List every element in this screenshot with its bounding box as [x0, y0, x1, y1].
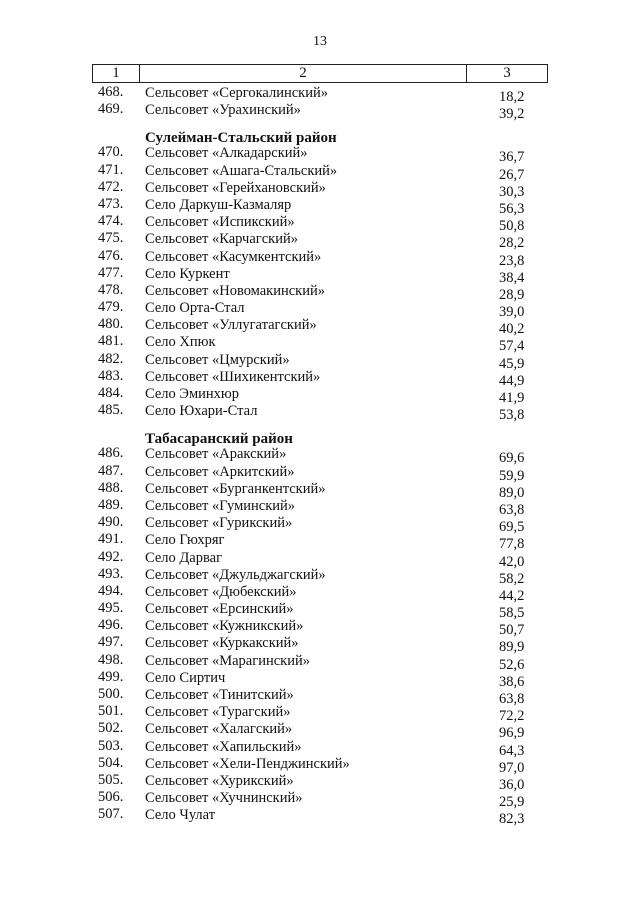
table-row — [0, 548, 640, 570]
table-row — [0, 514, 640, 536]
area-value: 63,8 — [499, 691, 525, 707]
settlement-name: Село Даркуш-Казмаляр — [145, 196, 292, 213]
row-number: 484. — [98, 385, 124, 401]
settlement-name: Сельсовет «Кужникский» — [145, 618, 304, 635]
area-value: 38,4 — [499, 269, 525, 286]
area-value: 23,8 — [499, 252, 525, 269]
row-number: 500. — [98, 686, 124, 702]
table-row — [0, 479, 640, 501]
settlement-name: Сельсовет «Хурикский» — [145, 772, 294, 789]
table-row — [0, 230, 640, 252]
area-value: 53,8 — [499, 407, 525, 424]
settlement-name: Сельсовет «Халагский» — [145, 721, 293, 738]
settlement-name: Сельсовет «Аркитский» — [145, 463, 295, 480]
settlement-name: Сельсовет «Турагский» — [145, 704, 291, 721]
settlement-name: Сельсовет «Сергокалинский» — [145, 85, 328, 101]
area-value: 89,0 — [499, 484, 525, 501]
area-value: 82,3 — [499, 811, 525, 828]
area-value: 96,9 — [499, 725, 525, 742]
table-row — [0, 531, 640, 553]
settlement-name: Сельсовет «Урахинский» — [145, 102, 301, 119]
settlement-name: Сельсовет «Ерсинский» — [145, 601, 294, 618]
row-number: 502. — [98, 720, 124, 737]
settlement-name: Село Хпюк — [145, 334, 216, 351]
district-heading: Табасаранский район — [145, 431, 293, 448]
table-row — [0, 316, 640, 338]
row-number: 496. — [98, 617, 124, 634]
settlement-name: Село Юхари-Стал — [145, 403, 258, 420]
row-number: 503. — [98, 737, 124, 754]
table-row — [0, 195, 640, 217]
table-row — [0, 385, 640, 406]
table-row — [0, 213, 640, 235]
area-value: 50,7 — [499, 622, 525, 639]
settlement-name: Сельсовет «Джульджагский» — [145, 566, 326, 583]
settlement-name: Сельсовет «Касумкентский» — [145, 248, 322, 265]
row-number: 469. — [98, 101, 124, 118]
area-value: 52,6 — [499, 656, 525, 673]
settlement-name: Сельсовет «Ашага-Стальский» — [145, 162, 338, 179]
table-row — [0, 703, 640, 725]
settlement-name: Сельсовет «Гуминский» — [145, 497, 296, 514]
settlement-name: Село Дарваг — [145, 549, 223, 566]
row-number: 482. — [98, 350, 124, 367]
area-value: 25,9 — [499, 794, 525, 811]
table-row — [0, 771, 640, 793]
area-value: 58,5 — [499, 605, 525, 622]
row-number: 497. — [98, 634, 124, 651]
area-value: 36,0 — [499, 776, 525, 793]
settlement-name: Сельсовет «Гурикский» — [145, 515, 293, 532]
area-value: 69,6 — [499, 450, 525, 467]
row-number: 486. — [98, 445, 124, 462]
area-value: 72,2 — [499, 708, 525, 725]
table-body — [0, 84, 640, 828]
table-row — [0, 84, 640, 105]
area-value: 28,2 — [499, 235, 525, 252]
settlement-name: Сельсовет «Хели-Пенджинский» — [145, 755, 350, 772]
district-heading-row — [0, 125, 640, 145]
header-col-3: 3 — [503, 65, 511, 81]
settlement-name: Сельсовет «Уллугатагский» — [145, 317, 317, 334]
row-number: 475. — [98, 230, 124, 247]
area-value: 59,9 — [499, 467, 525, 484]
table-row — [0, 600, 640, 622]
table-row — [0, 737, 640, 759]
settlement-name: Сельсовет «Испикский» — [145, 214, 295, 231]
row-number: 498. — [98, 651, 124, 668]
row-number: 473. — [98, 195, 124, 212]
area-value: 45,9 — [499, 355, 525, 372]
table-row — [0, 264, 640, 286]
row-number: 479. — [98, 299, 124, 316]
table-row — [0, 634, 640, 656]
table-row — [0, 754, 640, 776]
row-number: 499. — [98, 668, 124, 685]
table-header — [92, 64, 548, 83]
settlement-name: Сельсовет «Бурганкентский» — [145, 480, 326, 497]
row-number: 490. — [98, 514, 124, 531]
row-number: 487. — [98, 462, 124, 479]
table-row — [0, 402, 640, 424]
settlement-name: Сельсовет «Аракский» — [145, 446, 287, 463]
row-number: 491. — [98, 531, 124, 548]
table-row — [0, 101, 640, 123]
table-row — [0, 617, 640, 639]
settlement-name: Сельсовет «Хучнинский» — [145, 790, 303, 807]
row-number: 483. — [98, 367, 124, 384]
table-row — [0, 178, 640, 200]
area-value: 44,9 — [499, 372, 525, 389]
area-value: 69,5 — [499, 519, 525, 536]
row-number: 480. — [98, 316, 124, 333]
table-row — [0, 367, 640, 389]
table-row — [0, 299, 640, 321]
table-row — [0, 161, 640, 183]
row-number: 492. — [98, 548, 124, 565]
table-row — [0, 806, 640, 828]
area-value: 39,2 — [499, 106, 525, 123]
header-col-2: 2 — [140, 65, 467, 82]
table-row — [0, 281, 640, 303]
table-row — [0, 651, 640, 673]
settlement-name: Сельсовет «Хапильский» — [145, 738, 302, 755]
table-row — [0, 565, 640, 587]
row-number: 472. — [98, 178, 124, 195]
table-row — [0, 333, 640, 355]
settlement-name: Сельсовет «Алкадарский» — [145, 145, 308, 162]
settlement-name: Сельсовет «Цмурский» — [145, 351, 290, 368]
row-number: 506. — [98, 789, 124, 806]
row-number: 471. — [98, 161, 124, 178]
area-value: 44,2 — [499, 587, 525, 604]
settlement-name: Село Сиртич — [145, 669, 226, 686]
area-value: 18,2 — [499, 89, 525, 105]
row-number: 489. — [98, 496, 124, 513]
row-number: 476. — [98, 247, 124, 264]
area-value: 57,4 — [499, 338, 525, 355]
table-row — [0, 445, 640, 467]
row-number: 477. — [98, 264, 124, 281]
settlement-name: Село Эминхюр — [145, 386, 239, 402]
area-value: 50,8 — [499, 218, 525, 235]
settlement-name: Село Куркент — [145, 265, 230, 282]
area-value: 41,9 — [499, 390, 525, 406]
row-number: 474. — [98, 213, 124, 230]
row-number: 494. — [98, 582, 124, 599]
table-row — [0, 247, 640, 269]
area-value: 64,3 — [499, 742, 525, 759]
row-number: 468. — [98, 84, 124, 100]
area-value: 56,3 — [499, 200, 525, 217]
area-value: 42,0 — [499, 553, 525, 570]
settlement-name: Село Чулат — [145, 807, 216, 824]
district-heading-row — [0, 426, 640, 446]
settlement-name: Сельсовет «Карчагский» — [145, 231, 298, 248]
area-value: 38,6 — [499, 673, 525, 690]
row-number: 478. — [98, 281, 124, 298]
row-number: 470. — [98, 144, 124, 161]
settlement-name: Село Гюхряг — [145, 532, 225, 549]
row-number: 501. — [98, 703, 124, 720]
row-number: 495. — [98, 600, 124, 617]
row-number: 507. — [98, 806, 124, 823]
area-value: 77,8 — [499, 536, 525, 553]
settlement-name: Сельсовет «Марагинский» — [145, 652, 310, 669]
table-row — [0, 582, 640, 604]
table-row — [0, 462, 640, 484]
table-row — [0, 350, 640, 372]
area-value: 26,7 — [499, 166, 525, 183]
table-row — [0, 720, 640, 742]
row-number: 485. — [98, 402, 124, 419]
settlement-name: Сельсовет «Тинитский» — [145, 687, 294, 703]
table-row — [0, 496, 640, 518]
area-value: 40,2 — [499, 321, 525, 338]
table-row — [0, 686, 640, 707]
page-number: 13 — [313, 34, 327, 49]
row-number: 493. — [98, 565, 124, 582]
area-value: 36,7 — [499, 149, 525, 166]
row-number: 481. — [98, 333, 124, 350]
settlement-name: Сельсовет «Герейхановский» — [145, 179, 326, 196]
settlement-name: Село Орта-Стал — [145, 300, 245, 317]
area-value: 28,9 — [499, 286, 525, 303]
area-value: 89,9 — [499, 639, 525, 656]
header-col-1: 1 — [93, 65, 140, 82]
area-value: 39,0 — [499, 304, 525, 321]
area-value: 63,8 — [499, 501, 525, 518]
area-value: 30,3 — [499, 183, 525, 200]
settlement-name: Сельсовет «Шихикентский» — [145, 368, 321, 385]
row-number: 488. — [98, 479, 124, 496]
settlement-name: Сельсовет «Новомакинский» — [145, 282, 325, 299]
table-row — [0, 144, 640, 166]
table-row — [0, 789, 640, 811]
settlement-name: Сельсовет «Дюбекский» — [145, 583, 297, 600]
district-heading: Сулейман-Стальский район — [145, 130, 337, 147]
row-number: 505. — [98, 771, 124, 788]
settlement-name: Сельсовет «Куркакский» — [145, 635, 299, 652]
area-value: 97,0 — [499, 759, 525, 776]
table-row — [0, 668, 640, 690]
area-value: 58,2 — [499, 570, 525, 587]
row-number: 504. — [98, 754, 124, 771]
